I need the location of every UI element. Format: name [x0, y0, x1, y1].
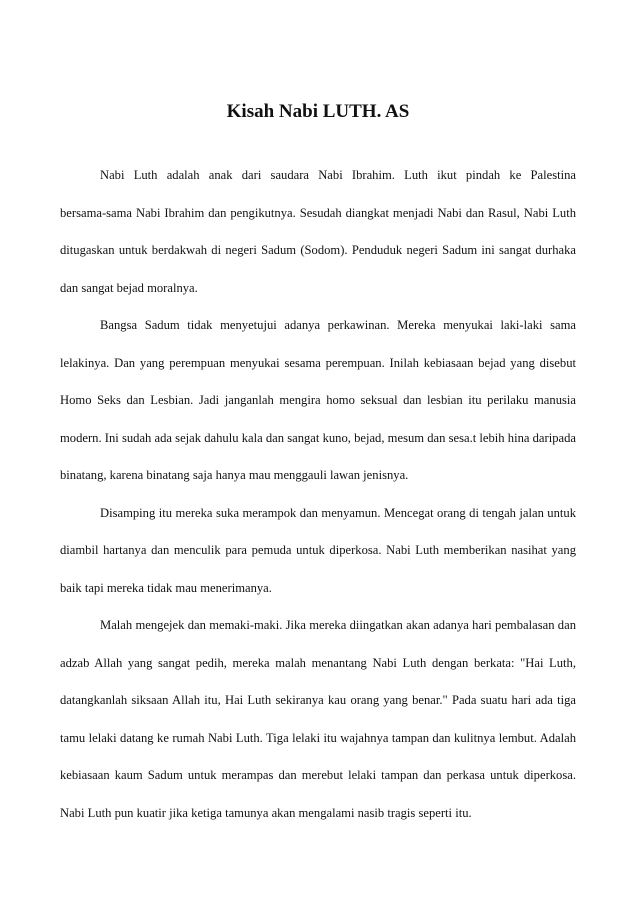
paragraph-line: diambil hartanya dan menculik para pemuda untuk diperkosa. Nabi Luth memberikan nasihat yang [60, 543, 576, 557]
paragraph-line: baik tapi mereka tidak mau menerimanya. [60, 581, 272, 595]
paragraph-line: dan sangat bejad moralnya. [60, 281, 198, 295]
paragraph-line: datangkanlah siksaan Allah itu, Hai Luth sekiranya kau orang yang benar." Pada suatu hari ada tiga [60, 693, 576, 707]
paragraph-line: bersama-sama Nabi Ibrahim dan pengikutnya. Sesudah diangkat menjadi Nabi dan Rasul, Nabi Luth [60, 206, 576, 220]
paragraph-line: Homo Seks dan Lesbian. Jadi janganlah mengira homo seksual dan lesbian itu perilaku manusia [60, 393, 576, 407]
paragraph-line: Malah mengejek dan memaki-maki. Jika mereka diingatkan akan adanya hari pembalasan dan [100, 618, 576, 632]
paragraph-line: ditugaskan untuk berdakwah di negeri Sadum (Sodom). Penduduk negeri Sadum ini sangat durhaka [60, 243, 576, 257]
paragraph-line: tamu lelaki datang ke rumah Nabi Luth. Tiga lelaki itu wajahnya tampan dan kulitnya lembut. Adalah [60, 731, 576, 745]
paragraph-line: modern. Ini sudah ada sejak dahulu kala dan sangat kuno, bejad, mesum dan sesa.t lebih hina daripada [60, 431, 576, 445]
paragraph-line: kebiasaan kaum Sadum untuk merampas dan merebut lelaki tampan dan perkasa untuk diperkosa. [60, 768, 576, 782]
paragraph-line: Nabi Luth adalah anak dari saudara Nabi Ibrahim. Luth ikut pindah ke Palestina [100, 168, 576, 182]
paragraph-line: Nabi Luth pun kuatir jika ketiga tamunya akan mengalami nasib tragis seperti itu. [60, 806, 472, 820]
paragraph-line: Disamping itu mereka suka merampok dan menyamun. Mencegat orang di tengah jalan untuk [100, 506, 576, 520]
paragraph-line: Bangsa Sadum tidak menyetujui adanya perkawinan. Mereka menyukai laki-laki sama [100, 318, 576, 332]
paragraph-line: binatang, karena binatang saja hanya mau menggauli lawan jenisnya. [60, 468, 409, 482]
document-title: Kisah Nabi LUTH. AS [226, 101, 410, 122]
paragraph-line: lelakinya. Dan yang perempuan menyukai sesama perempuan. Inilah kebiasaan bejad yang disebut [60, 356, 576, 370]
paragraph-line: adzab Allah yang sangat pedih, mereka malah menantang Nabi Luth dengan berkata: "Hai Luth, [60, 656, 576, 670]
